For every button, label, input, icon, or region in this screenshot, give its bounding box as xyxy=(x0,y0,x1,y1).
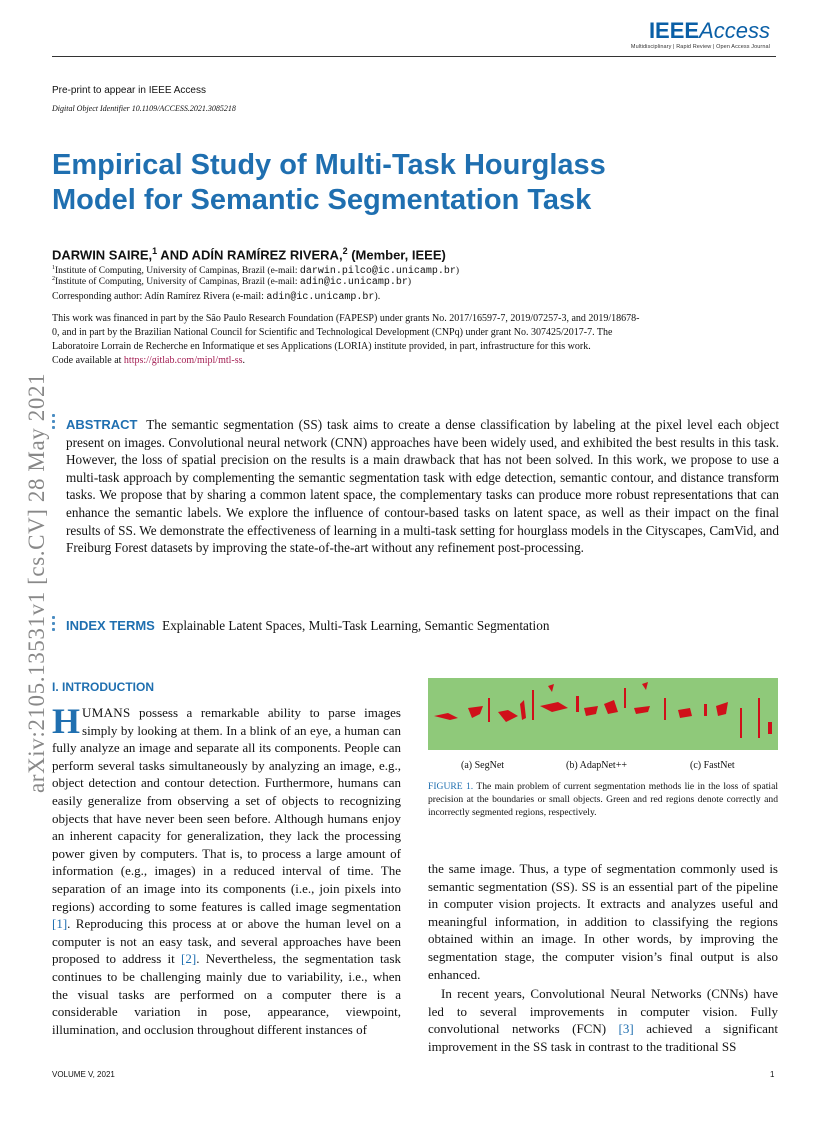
segmentation-error-map xyxy=(428,678,778,750)
abstract-marker-dots xyxy=(52,414,56,432)
paragraph-continued: the same image. Thus, a type of segmentation commonly used is semantic segmentation (SS). SS is an essential part of the pipeline in computer vision projects. It extracts and analyzes useful and meaningful information, in addition to classifying the regions obtained within an image. In other words, by improving the segmentation stage, the computer vision’s final output is also enhanced. xyxy=(428,861,778,982)
drop-cap: H xyxy=(52,701,81,741)
citation-2[interactable]: [2] xyxy=(181,951,197,967)
code-link[interactable]: https://gitlab.com/mipl/mtl-ss xyxy=(123,355,243,366)
figure-segmentation-image xyxy=(428,678,778,750)
subfigure-label-a: (a) SegNet xyxy=(461,760,505,771)
intro-column-2 xyxy=(428,860,778,1056)
intro-column-1: HUMANS possess a remarkable ability to parse images simply by looking at them. In a blink of an eye, a human can fully analyze an image and separate all its components. People can perform several tasks simultaneously by analyzing an image, e.g., object detection and contour detection. Furthermore, humans can easily generalize from observing a set of objects to recognizing objects that have never been seen before. Although humans enjoy an inherent capacity for generalization, they lack the processing power given by computers. That is, to process a large amount of information (e.g., images) in a reduced interval of time. The separation of an image into its components (i.e., join pixels into regions) according to some features is called image segmentation [1]. Reproducing this process at or above the human level on a computer is not an easy task, and several approaches have been proposed to address it [2]. Nevertheless, the segmentation task continues to be challenging mainly due to variability, i.e., when the visual tasks are performed on a computer there is a considerable variation in pose, appearance, viewpoint, illumination, and occlusion throughout different instances of xyxy=(52,701,401,1037)
doi-line: Digital Object Identifier 10.1109/ACCESS.2021.3085218 xyxy=(52,104,236,113)
citation-1[interactable]: [1] xyxy=(52,916,68,932)
author-line: DARWIN SAIRE,$^1$ AND ADÍN RAMÍREZ RIVERA,$^2$ (Member, IEEE) xyxy=(52,246,446,263)
corresponding-author: Corresponding author: Adín Ramírez Rivera (e-mail: adin@ic.unicamp.br). xyxy=(52,291,381,303)
footer-page-number: 1 xyxy=(770,1070,775,1079)
preprint-note: Pre-print to appear in IEEE Access xyxy=(52,85,206,96)
abstract xyxy=(66,416,779,557)
affiliation-1: $^1$Institute of Computing, University of Campinas, Brazil (e-mail: darwin.pilco@ic.unicamp.br) xyxy=(52,265,460,278)
figure-caption: FIGURE 1. The main problem of current segmentation methods lie in the loss of spatial precision at the boundaries or small objects. Green and red regions denote correctly and incorrectly segmented regions, respectively. xyxy=(428,781,778,818)
figure-label: FIGURE 1. xyxy=(428,781,474,792)
journal-logo: IEEEAccess xyxy=(648,18,770,43)
subfigure-label-b: (b) AdapNet++ xyxy=(566,760,627,771)
section-heading: I. INTRODUCTION xyxy=(52,680,154,694)
index-terms: INDEX TERMS Explainable Latent Spaces, Multi-Task Learning, Semantic Segmentation xyxy=(66,618,550,633)
paper-title: Empirical Study of Multi-Task Hourglass Model for Semantic Segmentation Task xyxy=(52,149,606,216)
citation-3[interactable]: [3] xyxy=(618,1021,634,1037)
index-marker-dots xyxy=(52,616,56,634)
journal-brand xyxy=(631,20,770,50)
journal-tagline: Multidisciplinary | Rapid Review | Open Access Journal xyxy=(630,44,770,50)
index-terms-heading: INDEX TERMS xyxy=(66,618,155,633)
abstract-text: The semantic segmentation (SS) task aims to create a dense classification by labeling at the pixel level each object present on images. Convolutional neural network (CNN) approaches have been widely used, and exhibited the best results in this task. However, the loss of spatial precision on the results is a main drawback that has not been solved. In this work, we propose to use a multi-task approach by complementing the semantic segmentation task with edge detection, semantic contour, and distance transform tasks. We propose that by sharing a common latent space, the complementary tasks can produce more robust representations that can enhance the semantic labels. We explore the influence of contour-based tasks on latent space, as well as their impact on the final results of SS. We demonstrate the effectiveness of learning in a multi-task setting for hourglass models in the Cityscapes, CamVid, and Freiburg Forest datasets by improving the state-of-the-art without any refinement post-processing. xyxy=(66,417,779,556)
affiliation-2: $^2$Institute of Computing, University of Campinas, Brazil (e-mail: adin@ic.unicamp.br) xyxy=(52,276,412,289)
subfigure-label-c: (c) FastNet xyxy=(690,760,735,771)
funding-note: This work was financed in part by the São Paulo Research Foundation (FAPESP) under grants No. 2017/16597-7, 2019/07257-3, and 2019/18678-0, and in part by the Brazilian National Council for Scientific and Technological Development (CNPq) under grant No. 307425/2017-7. The Laboratoire Lorrain de Recherche en Informatique et ses Applications (LORIA) institute provided, in part, infrastructure for this work. Code available at https://gitlab.com/mipl/mtl-ss. xyxy=(52,313,640,366)
header-rule xyxy=(52,56,776,57)
paragraph-2: In recent years, Convolutional Neural Networks (CNNs) have led to several improvements in computer vision. Fully convolutional networks (FCN) [3] achieved a significant improvement in the SS task in contrast to the traditional SS xyxy=(428,986,779,1054)
footer-volume: VOLUME V, 2021 xyxy=(52,1070,115,1079)
arxiv-stamp: arXiv:2105.13531v1 [cs.CV] 28 May 2021 xyxy=(24,372,49,793)
abstract-heading: ABSTRACT xyxy=(66,417,138,432)
